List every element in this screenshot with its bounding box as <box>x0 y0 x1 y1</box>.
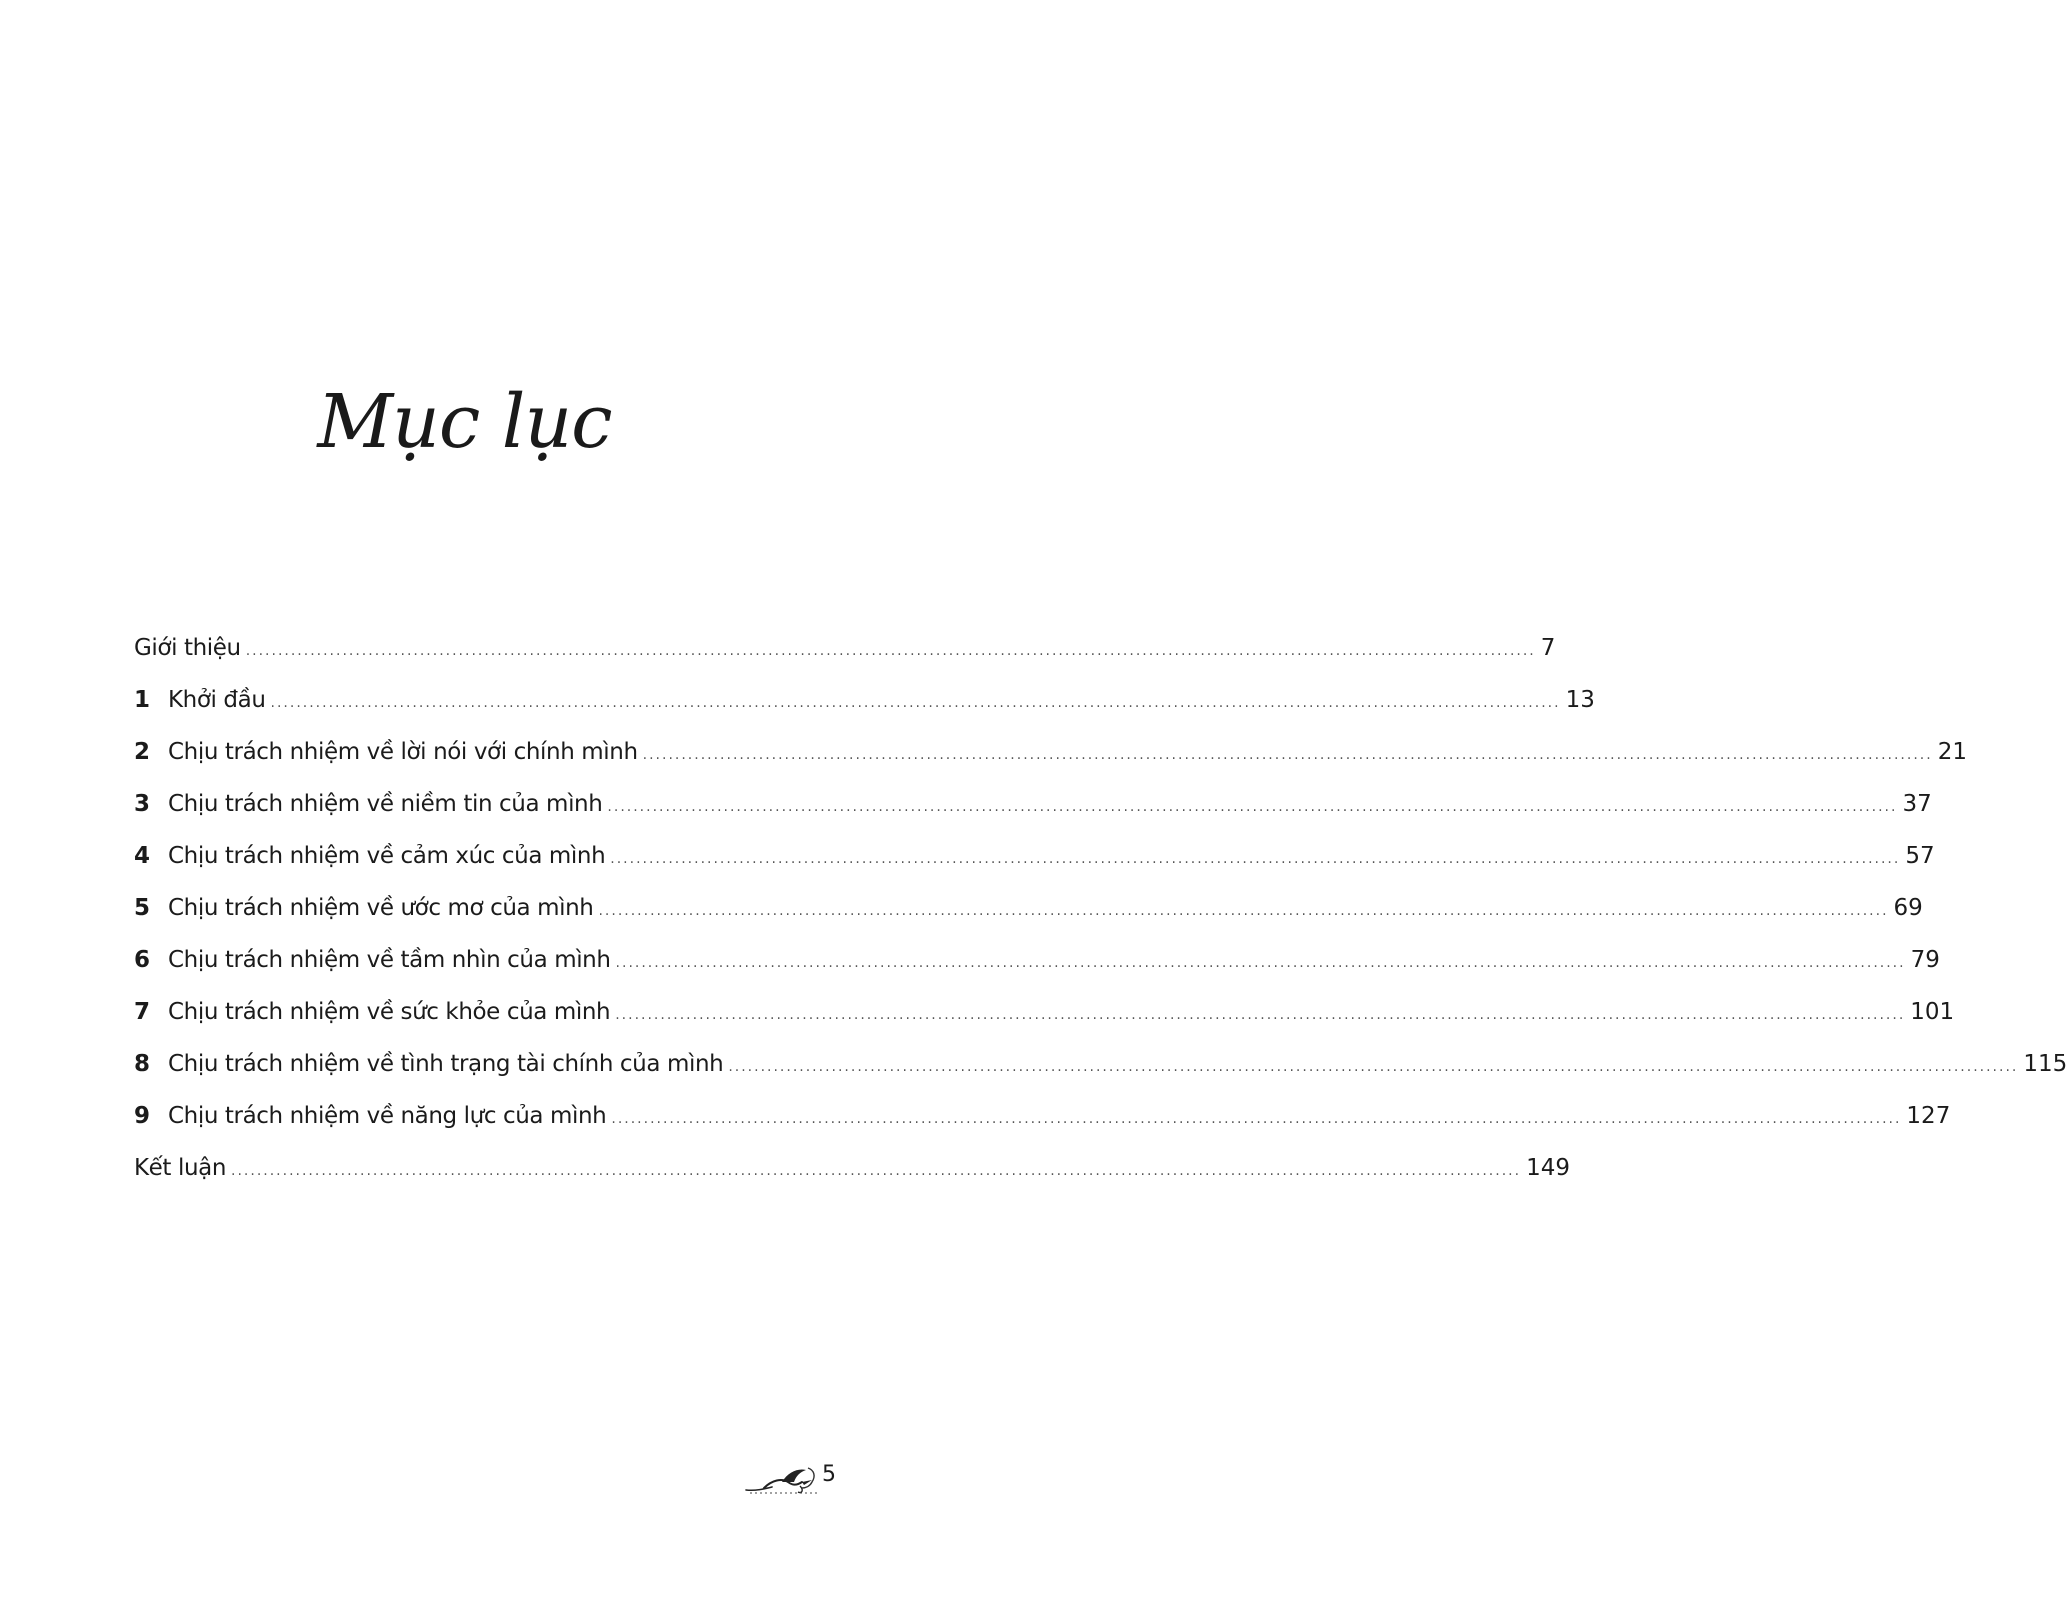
toc-entry-page: 21 <box>1937 739 1967 765</box>
dot-leader: ........................................................................................................................................................................................................ <box>270 695 1561 711</box>
toc-entry-page: 101 <box>1910 999 1955 1025</box>
toc-entry-label: Chịu trách nhiệm về cảm xúc của mình <box>168 843 606 869</box>
page-title: Mục lục <box>317 379 612 465</box>
toc-entry-page: 7 <box>1540 635 1556 661</box>
toc-entry-number: 1 <box>134 687 151 713</box>
toc-entry <box>134 1090 1951 1142</box>
dot-leader: ........................................................................................................................................................................................................ <box>615 955 1906 971</box>
dot-leader: ........................................................................................................................................................................................................ <box>611 1111 1902 1127</box>
toc-entry <box>134 934 1940 986</box>
toc-entry-label: Kết luận <box>134 1155 227 1181</box>
page-footer <box>742 1456 838 1496</box>
toc-entry-label: Chịu trách nhiệm về năng lực của mình <box>168 1103 607 1129</box>
toc-entry-label: Chịu trách nhiệm về sức khỏe của mình <box>168 999 611 1025</box>
toc-entry-page: 69 <box>1893 895 1923 921</box>
dot-leader: ........................................................................................................................................................................................................ <box>642 747 1933 763</box>
toc-entry-page: 115 <box>2023 1051 2067 1077</box>
table-of-contents <box>134 622 2067 1194</box>
toc-entry-number: 2 <box>134 739 151 765</box>
toc-entry-page: 37 <box>1902 791 1932 817</box>
toc-entry-number: 9 <box>134 1103 151 1129</box>
toc-entry <box>134 986 1955 1038</box>
toc-entry <box>134 674 1595 726</box>
toc-entry-label: Chịu trách nhiệm về tầm nhìn của mình <box>168 947 611 973</box>
toc-entry-page: 149 <box>1526 1155 1570 1181</box>
dot-leader: ........................................................................................................................................................................................................ <box>598 903 1889 919</box>
toc-entry <box>134 1038 2067 1090</box>
toc-entry-label: Giới thiệu <box>134 635 241 661</box>
toc-entry-number: 5 <box>134 895 151 921</box>
dot-leader: ........................................................................................................................................................................................................ <box>607 799 1898 815</box>
dot-leader: ........................................................................................................................................................................................................ <box>728 1059 2019 1075</box>
toc-entry-label: Chịu trách nhiệm về ước mơ của mình <box>168 895 594 921</box>
bird-ornament-icon <box>742 1460 822 1496</box>
dot-leader: ........................................................................................................................................................................................................ <box>231 1163 1522 1179</box>
toc-entry-page: 57 <box>1905 843 1935 869</box>
toc-entry-number: 7 <box>134 999 151 1025</box>
dot-leader: ........................................................................................................................................................................................................ <box>245 643 1536 659</box>
toc-entry <box>134 726 1967 778</box>
toc-entry-page: 127 <box>1906 1103 1951 1129</box>
toc-entry-label: Chịu trách nhiệm về tình trạng tài chính của mình <box>168 1051 724 1077</box>
toc-entry <box>134 1142 1570 1194</box>
toc-entry <box>134 778 1932 830</box>
toc-entry-page: 13 <box>1565 687 1595 713</box>
page-number: 5 <box>822 1462 836 1487</box>
dot-leader: ........................................................................................................................................................................................................ <box>610 851 1901 867</box>
toc-entry-label: Chịu trách nhiệm về niềm tin của mình <box>168 791 603 817</box>
toc-entry <box>134 830 1935 882</box>
toc-entry <box>134 622 1556 674</box>
dot-leader: ........................................................................................................................................................................................................ <box>615 1007 1906 1023</box>
toc-entry-page: 79 <box>1910 947 1940 973</box>
toc-entry-number: 8 <box>134 1051 151 1077</box>
toc-entry <box>134 882 1923 934</box>
toc-entry-label: Chịu trách nhiệm về lời nói với chính mình <box>168 739 638 765</box>
toc-entry-label: Khởi đầu <box>168 687 266 713</box>
toc-entry-number: 3 <box>134 791 151 817</box>
toc-entry-number: 6 <box>134 947 151 973</box>
toc-entry-number: 4 <box>134 843 151 869</box>
